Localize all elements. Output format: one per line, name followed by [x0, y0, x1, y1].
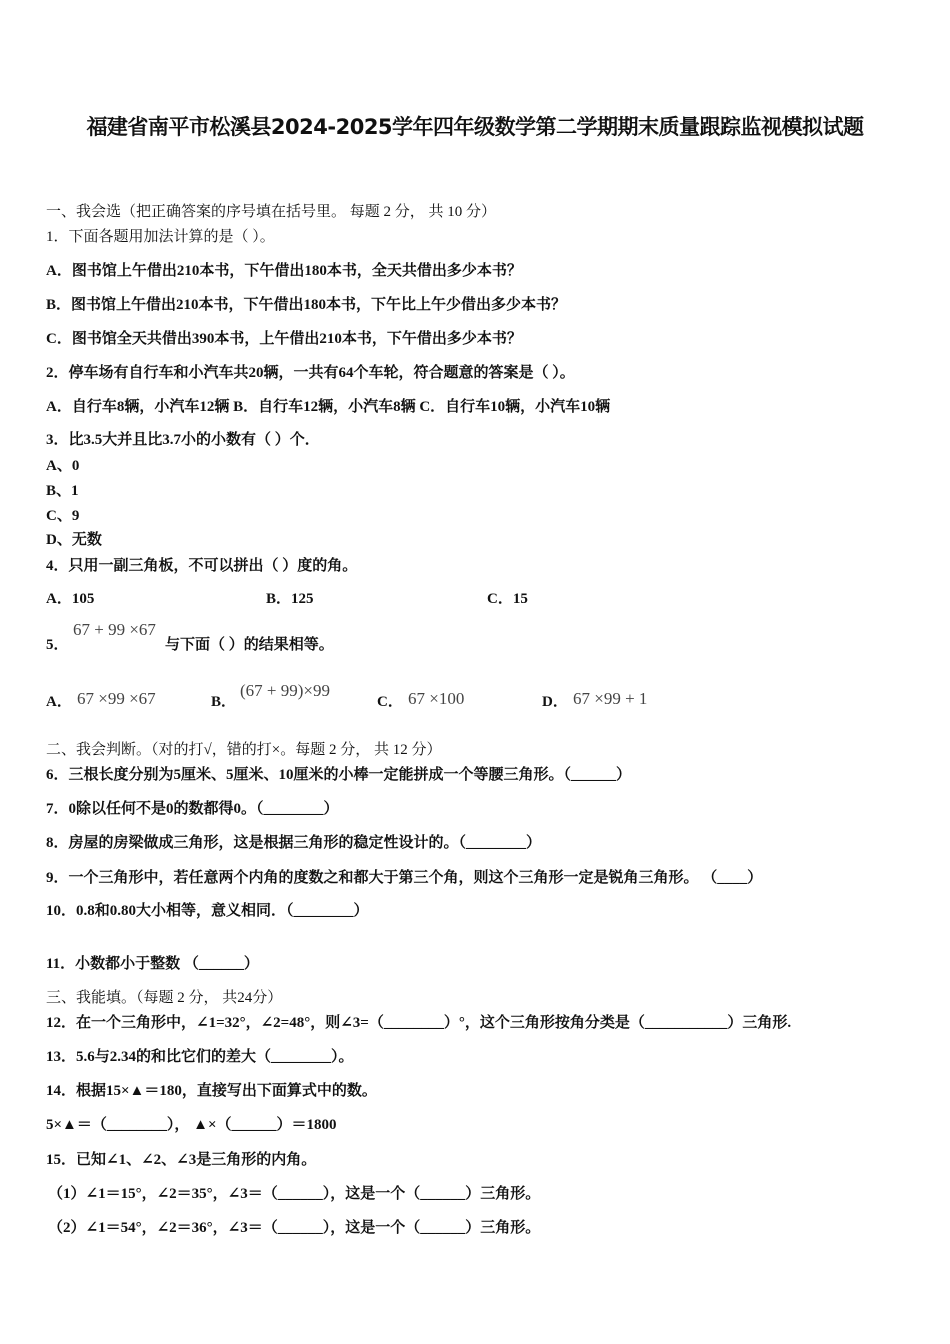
q5-option-d-expr: 67 ×99 + 1	[573, 689, 648, 708]
question-12: 12．在一个三角形中，∠1=32°，∠2=48°，则∠3=（________）°，这个三角形按角分类是（___________）三角形.	[46, 1015, 792, 1031]
question-1: 1．下面各题用加法计算的是（ ）。	[46, 229, 275, 245]
q15-part-1: （1）∠1＝15°，∠2＝35°，∠3＝（______），这是一个（______）三角形。	[48, 1186, 541, 1202]
q1-option-a: A．图书馆上午借出210本书，下午借出180本书，全天共借出多少本书？	[46, 263, 522, 279]
question-5: 与下面（ ）的结果相等。	[165, 637, 334, 653]
q15-part-2: （2）∠1＝54°，∠2＝36°，∠3＝（______），这是一个（______）三角形。	[48, 1220, 541, 1236]
q5-expression: 67 + 99 ×67	[73, 620, 156, 639]
q4-option-a: A．105	[46, 591, 95, 607]
page-title: 福建省南平市松溪县2024-2025学年四年级数学第二学期期末质量跟踪监视模拟试题	[86, 115, 864, 139]
q3-option-b: B、1	[46, 483, 79, 499]
section-heading-2: 二、我会判断。（对的打√，错的打×。每题 2 分， 共 12 分）	[46, 742, 442, 758]
q5-option-c-label: C．	[377, 694, 403, 710]
q5-option-a-expr: 67 ×99 ×67	[77, 689, 156, 708]
question-15: 15．已知∠1、∠2、∠3是三角形的内角。	[46, 1152, 317, 1168]
question-14: 14．根据15×▲＝180，直接写出下面算式中的数。	[46, 1083, 377, 1099]
question-8: 8．房屋的房梁做成三角形，这是根据三角形的稳定性设计的。（________）	[46, 835, 542, 851]
question-10: 10．0.8和0.80大小相等，意义相同．（________）	[46, 903, 369, 919]
q14-blanks: 5×▲＝（________）， ▲×（______）＝1800	[46, 1117, 337, 1133]
question-3: 3．比3.5大并且比3.7小的小数有（ ）个．	[46, 432, 320, 448]
question-13: 13．5.6与2.34的和比它们的差大（________）。	[46, 1049, 354, 1065]
section-heading-3: 三、我能填。（每题 2 分， 共24分）	[46, 990, 283, 1006]
q1-option-c: C．图书馆全天共借出390本书，上午借出210本书，下午借出多少本书？	[46, 331, 522, 347]
q5-option-b-expr: (67 + 99)×99	[240, 681, 330, 700]
q3-option-a: A、0	[46, 458, 80, 474]
question-11: 11．小数都小于整数 （______）	[46, 956, 259, 972]
q2-options: A．自行车8辆，小汽车12辆 B．自行车12辆，小汽车8辆 C．自行车10辆，小汽车10辆	[46, 399, 611, 415]
q4-option-c: C．15	[487, 591, 528, 607]
question-7: 7．0除以任何不是0的数都得0。（________）	[46, 801, 339, 817]
q5-option-b-label: B．	[211, 694, 237, 710]
q1-option-b: B．图书馆上午借出210本书，下午借出180本书，下午比上午少借出多少本书？	[46, 297, 567, 313]
section-heading-1: 一、我会选（把正确答案的序号填在括号里。 每题 2 分， 共 10 分）	[46, 204, 497, 220]
question-9: 9．一个三角形中，若任意两个内角的度数之和都大于第三个角，则这个三角形一定是锐角三角形。 （____）	[46, 870, 763, 886]
q4-option-b: B．125	[266, 591, 314, 607]
q5-option-d-label: D．	[542, 694, 568, 710]
q5-option-c-expr: 67 ×100	[408, 689, 465, 708]
question-6: 6．三根长度分别为5厘米、5厘米、10厘米的小棒一定能拼成一个等腰三角形。（______）	[46, 767, 632, 783]
question-5-number: 5．	[46, 637, 69, 653]
q5-option-a-label: A．	[46, 694, 72, 710]
question-4: 4．只用一副三角板，不可以拼出（ ）度的角。	[46, 558, 358, 574]
q3-option-d: D、无数	[46, 532, 102, 548]
q3-option-c: C、9	[46, 508, 80, 524]
question-2: 2．停车场有自行车和小汽车共20辆，一共有64个车轮，符合题意的答案是（ ）。	[46, 365, 575, 381]
